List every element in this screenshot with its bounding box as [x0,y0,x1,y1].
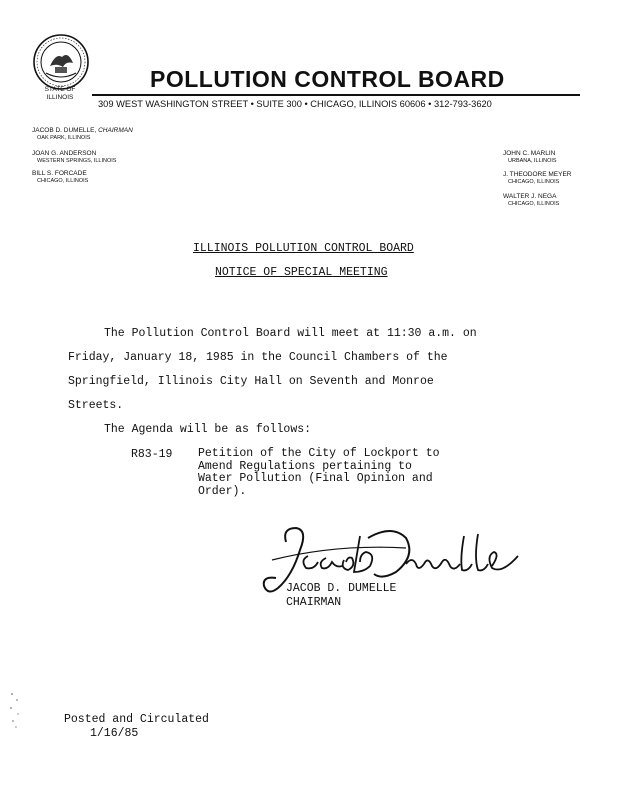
signer-title: CHAIRMAN [286,596,342,609]
body-line-4: Streets. [68,399,124,412]
notice-heading: ILLINOIS POLLUTION CONTROL BOARD [193,242,414,255]
agenda-item-description: Petition of the City of Lockport to Amend Regulations pertaining to Water Pollution (Final Opinion and Order). [198,447,440,498]
member-name: BILL S. FORCADE [32,170,87,177]
member-place: WESTERN SPRINGS, ILLINOIS [37,157,117,164]
member-left-1 [32,127,133,142]
scan-specks [8,690,22,730]
state-seal-icon [32,33,90,91]
posted-label: Posted and Circulated [64,713,209,726]
member-place: URBANA, ILLINOIS [508,157,557,164]
member-left-2 [32,150,116,165]
seal-caption: STATE OF ILLINOIS [44,86,76,101]
header-rule [92,94,580,96]
member-name: JOHN C. MARLIN [503,150,556,157]
posted-date: 1/16/85 [90,727,139,740]
board-address: 309 WEST WASHINGTON STREET • SUITE 300 • CHICAGO, ILLINOIS 60606 • 312-793-3620 [98,99,492,109]
body-line-3: Springfield, Illinois City Hall on Seventh and Monroe [68,375,434,388]
member-place: CHICAGO, ILLINOIS [37,177,89,184]
member-place: CHICAGO, ILLINOIS [508,200,560,207]
notice-subheading: NOTICE OF SPECIAL MEETING [215,266,388,279]
board-name: POLLUTION CONTROL BOARD [150,66,505,92]
member-name: JACOB D. DUMELLE, [32,127,99,134]
member-right-1 [503,150,557,165]
member-title: CHAIRMAN [98,127,133,134]
body-line-2: Friday, January 18, 1985 in the Council Chambers of the [68,351,448,364]
member-right-3 [503,193,559,208]
member-right-2 [503,171,572,186]
agenda-item-number: R83-19 [131,448,173,461]
member-name: JOAN G. ANDERSON [32,150,97,157]
member-left-3 [32,170,88,185]
agenda-intro: The Agenda will be as follows: [104,423,312,436]
member-place: OAK PARK, ILLINOIS [37,134,91,141]
member-place: CHICAGO, ILLINOIS [508,178,560,185]
member-name: J. THEODORE MEYER [503,171,572,178]
signer-name: JACOB D. DUMELLE [286,582,397,595]
member-name: WALTER J. NEGA [503,193,557,200]
body-line-1: The Pollution Control Board will meet at 11:30 a.m. on [104,327,477,340]
